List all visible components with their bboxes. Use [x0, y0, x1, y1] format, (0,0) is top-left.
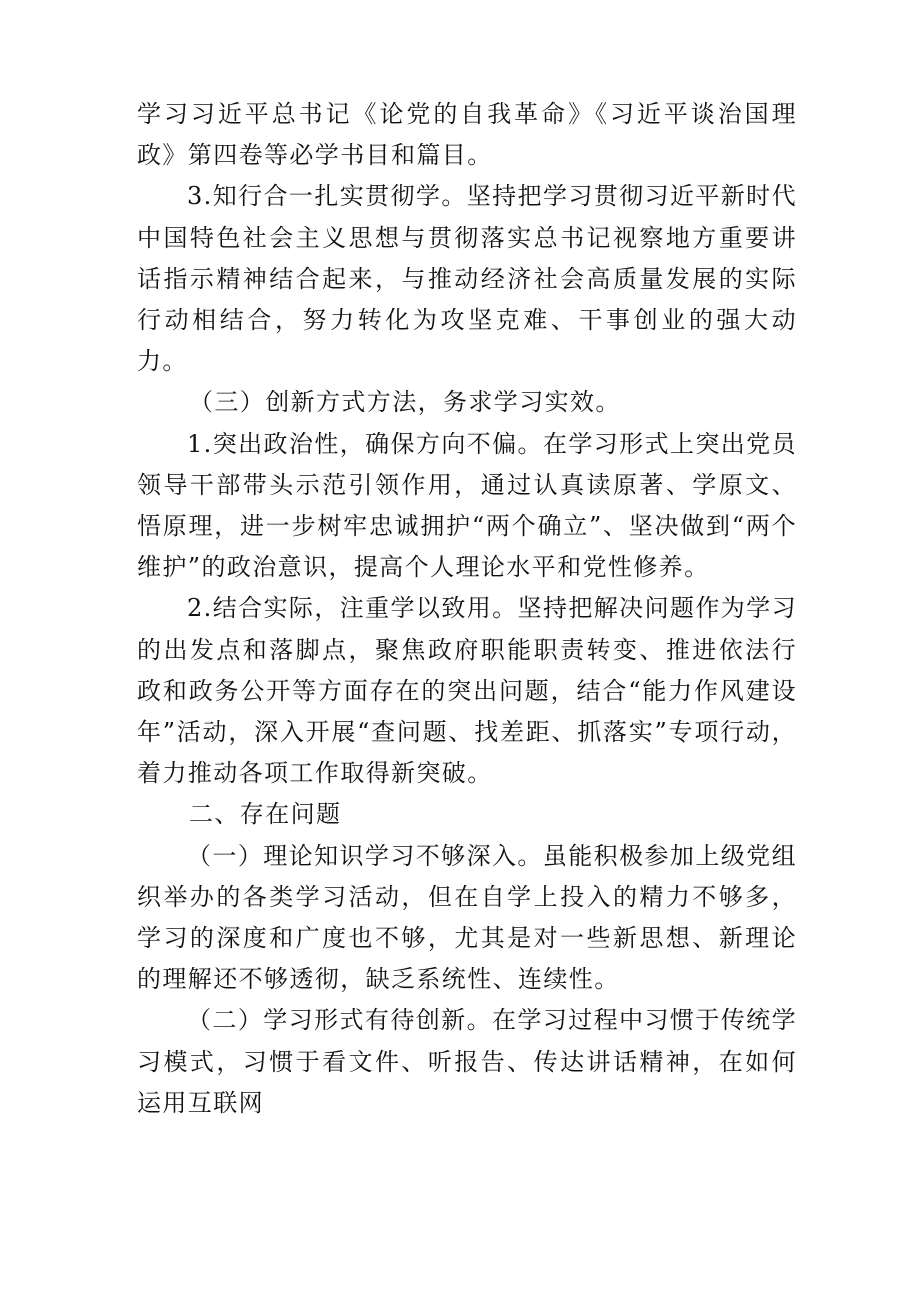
section-heading-problems: 二、存在问题 — [189, 800, 342, 829]
section-heading-3: （三）创新方式方法，务求学习实效。 — [189, 388, 621, 417]
paragraph-problem-1: （一）理论知识学习不够深入。虽能积极参加上级党组织举办的各类学习活动，但在自学上投入的精力不够多，学习的深度和广度也不够，尤其是对一些新思想、新理论的理解还不够透彻，缺乏系统性、连续性。 — [137, 841, 797, 994]
paragraph-item-3: 3.知行合一扎实贯彻学。坚持把学习贯彻习近平新时代中国特色社会主义思想与贯彻落实总书记视察地方重要讲话指示精神结合起来，与推动经济社会高质量发展的实际行动相结合，努力转化为攻坚克难、干事创业的强大动力。 — [137, 182, 797, 376]
paragraph-continuation: 学习习近平总书记《论党的自我革命》《习近平谈治国理政》第四卷等必学书目和篇目。 — [137, 100, 797, 170]
paragraph-problem-2: （二）学习形式有待创新。在学习过程中习惯于传统学习模式，习惯于看文件、听报告、传达讲话精神，在如何运用互联网 — [137, 1006, 797, 1117]
paragraph-item-2: 2.结合实际，注重学以致用。坚持把解决问题作为学习的出发点和落脚点，聚焦政府职能职责转变、推进依法行政和政务公开等方面存在的突出问题，结合“能力作风建设年”活动，深入开展“查问题、找差距、抓落实”专项行动，着力推动各项工作取得新突破。 — [137, 594, 797, 788]
paragraph-item-1: 1.突出政治性，确保方向不偏。在学习形式上突出党员领导干部带头示范引领作用，通过认真读原著、学原文、悟原理，进一步树牢忠诚拥护“两个确立”、坚决做到“两个维护”的政治意识，提高个人理论水平和党性修养。 — [137, 429, 797, 582]
document-body — [137, 94, 797, 1124]
